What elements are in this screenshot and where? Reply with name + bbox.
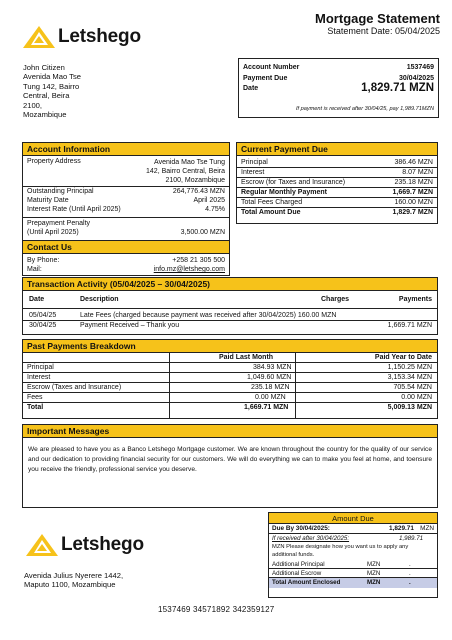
footer-logo	[26, 534, 144, 557]
statement-date: Statement Date: 05/04/2025	[327, 26, 440, 36]
col-charges: Charges	[321, 296, 350, 303]
payment-label: Principal	[241, 159, 268, 166]
coupon-row-entry[interactable]: .	[409, 561, 411, 568]
past-last-month: 1,669.71 MZN	[244, 404, 289, 411]
letshego-logo-icon	[23, 26, 55, 48]
info-value: April 2025	[193, 197, 225, 204]
account-information-title: Account Information	[23, 143, 229, 156]
txn-date: 05/04/25	[29, 312, 57, 319]
brand-name: Letshego	[58, 26, 141, 47]
address-line: Mozambique	[23, 110, 67, 120]
coupon-row-unit: MZN	[367, 561, 381, 568]
col-paid-last-month: Paid Last Month	[219, 354, 274, 361]
table-row	[23, 393, 437, 403]
brand-name: Letshego	[61, 534, 144, 555]
txn-payment: 1,669.71 MZN	[387, 322, 432, 329]
coupon-row[interactable]	[269, 560, 437, 569]
important-messages-title: Important Messages	[23, 425, 437, 438]
footer-address	[24, 571, 123, 590]
late-amount: 1,989.71	[399, 535, 424, 542]
account-code-line: 1537469 34571892 342359127	[158, 605, 275, 614]
past-label: Total	[27, 404, 44, 411]
account-number: 1537469	[406, 64, 434, 71]
past-ytd: 0.00 MZN	[401, 394, 432, 401]
payment-value: 386.46 MZN	[394, 159, 433, 166]
table-row	[23, 383, 437, 393]
payment-value: 1,669.7 MZN	[392, 189, 433, 196]
info-label: Outstanding Principal	[27, 188, 94, 195]
payment-value: 160.00 MZN	[394, 199, 433, 206]
txn-date: 30/04/25	[29, 322, 57, 329]
payment-due-date: 30/04/2025	[398, 75, 434, 82]
customer-address	[23, 63, 81, 119]
col-payments: Payments	[398, 296, 432, 303]
property-address-label: Property Address	[27, 158, 81, 165]
phone-number[interactable]: +258 21 305 500	[172, 257, 225, 264]
due-unit: MZN	[420, 525, 434, 532]
payment-value: 8.07 MZN	[402, 169, 433, 176]
past-payments-title: Past Payments Breakdown	[23, 340, 437, 353]
past-ytd: 705.54 MZN	[393, 384, 432, 391]
brand-logo	[23, 26, 141, 49]
past-ytd: 1,150.25 MZN	[387, 364, 432, 371]
payment-label: Interest	[241, 169, 265, 176]
past-ytd: 5,009.13 MZN	[387, 404, 432, 411]
coupon-row-label: Additional Escrow	[272, 570, 322, 577]
prepayment-label: Prepayment Penalty	[27, 220, 91, 227]
payment-value: 1,829.7 MZN	[392, 209, 433, 216]
mail-label: Mail:	[27, 266, 42, 273]
col-date: Date	[29, 296, 45, 303]
account-summary-box	[238, 58, 439, 118]
due-amount: 1,829.71	[389, 525, 414, 532]
coupon-total-row[interactable]	[269, 578, 437, 588]
account-number-label: Account Number	[243, 64, 300, 71]
coupon-row-label: Additional Principal	[272, 561, 325, 568]
past-last-month: 1,049.60 MZN	[247, 374, 292, 381]
past-ytd: 3,153.34 MZN	[387, 374, 432, 381]
coupon-note: MZN Please designate how you want us to apply any additional funds.	[272, 544, 409, 558]
past-payments-panel	[22, 339, 438, 419]
table-row	[23, 363, 437, 373]
table-row	[23, 373, 437, 383]
address-line: John Citizen	[23, 63, 65, 72]
footer-address-line: Avenida Julius Nyerere 1442,	[24, 571, 124, 580]
footer-address-line: Maputo 1100, Mozambique	[24, 580, 116, 590]
transaction-activity-panel	[22, 277, 438, 335]
amount-due: 1,829.71 MZN	[361, 82, 434, 94]
info-label: Maturity Date	[27, 197, 69, 204]
table-row	[23, 311, 437, 321]
coupon-title: Amount Due	[269, 513, 437, 524]
past-last-month: 0.00 MZN	[255, 394, 286, 401]
address-line: Central, Beira	[23, 91, 70, 101]
info-value: 4.75%	[205, 206, 225, 213]
coupon-row-entry[interactable]: .	[409, 570, 411, 577]
past-label: Fees	[27, 394, 43, 401]
coupon-row-unit: MZN	[367, 570, 381, 577]
prepayment-value: 3,500.00 MZN	[180, 229, 225, 236]
account-information-panel	[22, 142, 230, 243]
coupon-row-label: Total Amount Enclosed	[272, 579, 341, 586]
statement-title: Mortgage Statement	[315, 11, 440, 26]
current-payment-title: Current Payment Due	[237, 143, 437, 156]
coupon-row-unit: MZN	[367, 579, 381, 586]
past-label: Escrow (Taxes and Insurance)	[27, 384, 122, 391]
past-label: Interest	[27, 374, 51, 381]
payment-due-label: Payment Due	[243, 75, 288, 82]
transaction-activity-title: Transaction Activity (05/04/2025 – 30/04/2025)	[23, 278, 437, 291]
property-address-line: 142, Bairro Central, Beira	[146, 168, 225, 175]
payment-label: Escrow (for Taxes and Insurance)	[241, 179, 346, 186]
coupon-row[interactable]	[269, 569, 437, 578]
past-last-month: 384.93 MZN	[253, 364, 292, 371]
payment-value: 235.18 MZN	[394, 179, 433, 186]
table-row	[23, 321, 437, 331]
txn-description: Payment Received – Thank you	[80, 322, 180, 329]
phone-label: By Phone:	[27, 257, 60, 264]
date-label: Date	[243, 85, 259, 92]
col-description: Description	[80, 296, 119, 303]
current-payment-panel	[236, 142, 438, 224]
address-line: 2100,	[23, 100, 43, 110]
late-amount-label: If received after 30/04/2025:	[272, 535, 350, 542]
address-line: Tung 142, Bairro	[23, 81, 80, 91]
payment-label: Total Fees Charged	[241, 199, 303, 206]
letshego-logo-icon	[26, 534, 58, 556]
coupon-row-entry[interactable]: .	[409, 579, 411, 586]
info-value: 264,776.43 MZN	[172, 188, 225, 195]
past-label: Principal	[27, 364, 54, 371]
table-row	[23, 403, 437, 413]
due-by-label: Due By 30/04/2025:	[272, 525, 330, 532]
important-messages-panel	[22, 424, 438, 508]
contact-title: Contact Us	[23, 241, 229, 254]
info-label: Interest Rate (Until April 2025)	[27, 206, 121, 213]
amount-due-coupon	[268, 512, 438, 598]
late-payment-note: If payment is received after 30/04/25, pay 1,989.71MZN	[295, 106, 434, 112]
txn-description: Late Fees (charged because payment was received after 30/04/2025) 160.00 MZN	[80, 312, 337, 319]
payment-label: Total Amount Due	[241, 209, 301, 216]
email-link[interactable]: info.mz@letshego.com	[153, 266, 225, 273]
prepayment-label: (Until April 2025)	[27, 229, 79, 236]
message-body: We are pleased to have you as a Banco Letshego Mortgage customer. We are known throughout the country for the quality of our service and our dedication to providing financial security for our customers. We will do everything we can to make you feel at home, and toensure you receive the friendly, professional service you deserve.	[28, 446, 432, 473]
col-paid-year-to-date: Paid Year to Date	[374, 354, 432, 361]
contact-panel	[22, 240, 230, 276]
property-address-line: 2100, Mozambique	[165, 177, 225, 184]
payment-label: Regular Monthly Payment	[241, 189, 327, 196]
address-line: Avenida Mao Tse	[23, 72, 81, 82]
past-last-month: 235.18 MZN	[251, 384, 290, 391]
property-address-line: Avenida Mao Tse Tung	[154, 159, 225, 166]
